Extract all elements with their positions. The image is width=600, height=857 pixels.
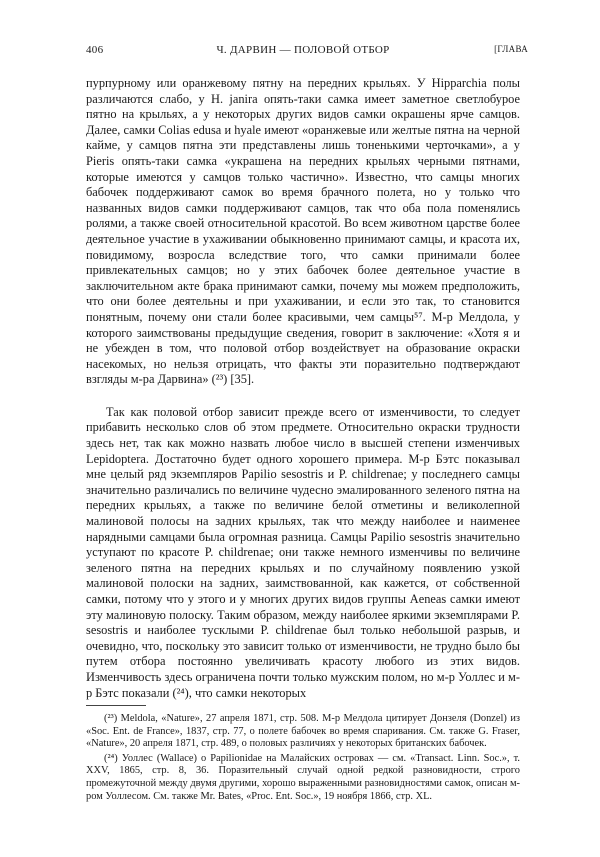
footnote-24: (²⁴) Уоллес (Wallace) о Papilionidae на Малайских островах — см. «Transact. Linn. Soc.», т. XXV, 1865, стр. 8, 36. Поразительный случай одной редкой разновидности, строго промежуточной между двумя другими, хорошо выраженными разновидностями самок, описан м-ром Уоллесом. См. также Mr. Bates, «Proc. Ent. Soc.», 19 ноября 1866, стр. XL. bbox=[86, 752, 520, 802]
paragraph-1: пурпурному или оранжевому пятну на передних крыльях. У Hipparchia полы различаются слабо, у H. janira опять-таки самка имеет заметное светлобурое пятно на крыльях, а у некоторых других видов самки окрашены ярче самцов. Далее, самки Colias edusa и hyale имеют «оранжевые или желтые пятна на черной кайме, у самцов пятна эти представлены лишь тоненькими черточками», а у Pieris опять-таки самка «украшена на передних крыльях черными пятнами, которые имеются у самцов только частично». Известно, что самцы многих бабочек поддерживают самок во время брачного полета, но у только что названных видов самки поддерживают самцов, так что оба пола поменялись ролями, а также своей относительной красотой. Во всем животном царстве более деятельное участие в ухаживании обыкновенно принимают самцы, и красота их, повидимому, возросла вследствие того, что самки принимали более привлекательных самцов; но у этих бабочек более деятельное участие в заключительном акте брака принимают самки, почему мы можем предположить, что они более деятельны и при ухаживании, и если это так, то становится понятным, почему они стали более красивыми, чем самцы⁵⁷. М-р Мелдола, у которого заимствованы предыдущие сведения, говорит в заключение: «Хотя я и не убежден в том, что половой отбор воздействует на образование окраски насекомых, но нельзя отрицать, что факты эти поразительно подтверждают взгляды м-ра Дарвина» (²³) [35]. bbox=[86, 76, 520, 387]
footnotes bbox=[86, 713, 520, 803]
footnote-divider bbox=[86, 705, 146, 706]
section-marker: [ГЛАВА bbox=[494, 44, 528, 54]
page-number: 406 bbox=[86, 44, 104, 56]
paragraph-2: Так как половой отбор зависит прежде всего от изменчивости, то следует прибавить несколько слов об этом предмете. Относительно окраски трудности здесь нет, так как можно назвать любое число в высшей степени изменчивых Lepidoptera. Достаточно будет одного хорошего примера. М-р Бэтс показывал мне целый ряд экземпляров Papilio sesostris и P. childrenae; у последнего самцы значительно различались по величине чудесно эмалированного зеленого пятна на передних крыльях, а также по величине белой отметины и великолепной малиновой полосы на задних крыльях, так что между наиболее и наименее нарядными самцами была огромная разница. Самцы Papilio sesostris значительно уступают по красоте P. childrenae; они также немного изменчивы по величине зеленого пятна на передних крыльях и по случайному появлению узкой малиновой полоски на задних, заимствованной, как кажется, от собственной самки, потому что у этого и у многих других видов группы Aeneas самки имеют эту малиновую полоску. Таким образом, между наиболее яркими экземплярами P. sesostris и наиболее тусклыми P. childrenae был только небольшой разрыв, и очевидно, что, поскольку это зависит только от изменчивости, не трудно было бы путем отбора постоянно увеличивать красоту любого из этих видов. Изменчивость здесь ограничена почти только мужским полом, но м-р Уоллес и м-р Бэтс показали (²⁴), что самки некоторых bbox=[86, 404, 520, 700]
running-title: Ч. ДАРВИН — ПОЛОВОЙ ОТБОР bbox=[216, 44, 390, 56]
footnote-23: (²³) Meldola, «Nature», 27 апреля 1871, стр. 508. М-р Мелдола цитирует Донзеля (Donzel) из «Soc. Ent. de France», 1837, стр. 77, о полете бабочек во время спаривания. См. также G. Fraser, «Nature», 20 апреля 1871, стр. 489, о половых различиях у некоторых британских бабочек. bbox=[86, 713, 520, 750]
running-header bbox=[86, 44, 528, 60]
main-text bbox=[86, 76, 520, 701]
